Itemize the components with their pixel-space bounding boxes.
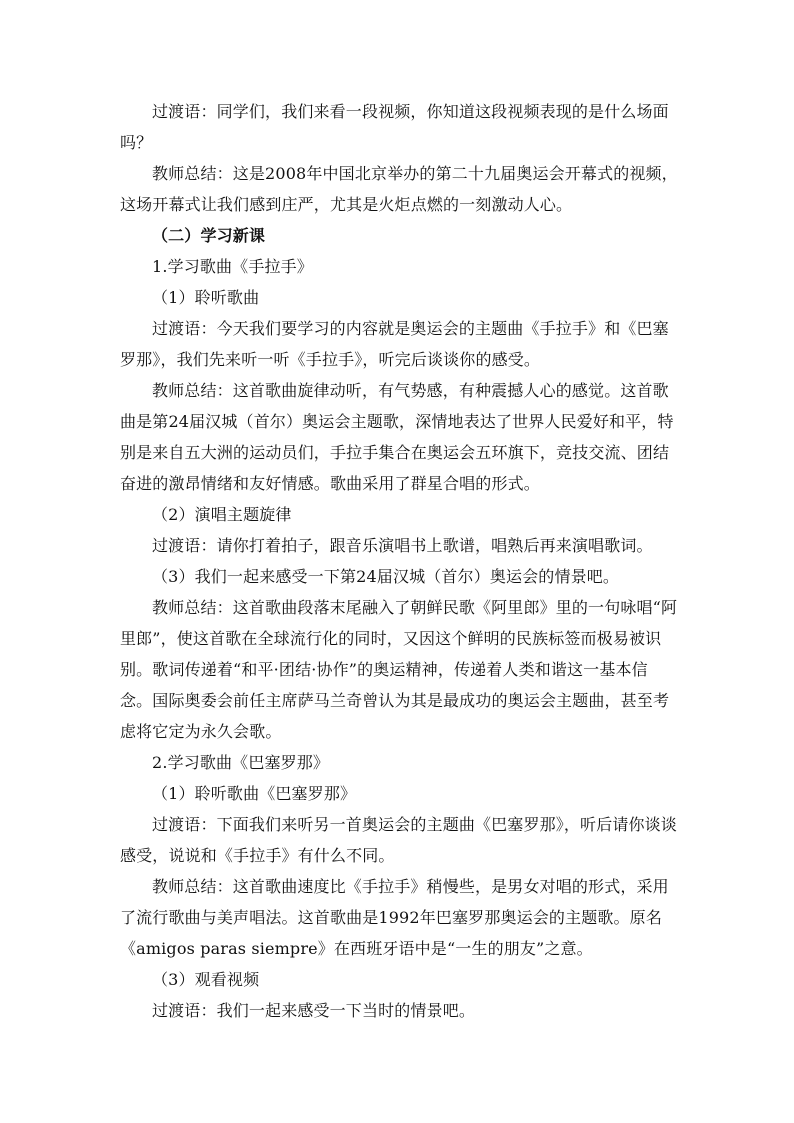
paragraph-summary-arirang: 教师总结：这首歌曲段落末尾融入了朝鲜民歌《阿里郎》里的一句咏唱“阿里郎”，使这首歌在全球流行化的同时，又因这个鲜明的民族标签而极易被识别。歌词传递着“和平·团结·协作”的奥运精神，传递着人类和谐这一基本信念。国际奥委会前任主席萨马兰奇曾认为其是最成功的奥运会主题曲，甚至考虑将它定为永久会歌。 xyxy=(120,598,678,741)
paragraph-summary-opening-ceremony: 教师总结：这是2008年中国北京举办的第二十九届奥运会开幕式的视频，这场开幕式让我们感到庄严，尤其是火炬点燃的一刻激动人心。 xyxy=(120,164,678,214)
step-watch-video: （3）观看视频 xyxy=(152,970,260,989)
paragraph-transition-theme-songs: 过渡语：今天我们要学习的内容就是奥运会的主题曲《手拉手》和《巴塞罗那》，我们先来听一听《手拉手》，听完后谈谈你的感受。 xyxy=(120,319,669,369)
paragraph-summary-barcelona: 教师总结：这首歌曲速度比《手拉手》稍慢些，是男女对唱的形式，采用了流行歌曲与美声唱法。这首歌曲是1992年巴塞罗那奥运会的主题歌。原名《amigos paras siempre》在西班牙语中是“一生的朋友”之意。 xyxy=(120,877,669,958)
section-heading-new-lesson: （二）学习新课 xyxy=(152,226,266,245)
subheading-learn-song-barcelona: 2.学习歌曲《巴塞罗那》 xyxy=(152,753,330,772)
document-body xyxy=(120,96,680,1026)
step-sing-theme-melody: （2）演唱主题旋律 xyxy=(152,505,292,524)
paragraph-transition-beat: 过渡语：请你打着拍子，跟音乐演唱书上歌谱，唱熟后再来演唱歌词。 xyxy=(152,536,653,555)
step-listen-barcelona: （1）聆听歌曲《巴塞罗那》 xyxy=(152,784,357,803)
subheading-learn-song-hand-in-hand: 1.学习歌曲《手拉手》 xyxy=(152,257,313,276)
paragraph-transition-barcelona: 过渡语：下面我们来听另一首奥运会的主题曲《巴塞罗那》，听后请你谈谈感受，说说和《手拉手》有什么不同。 xyxy=(120,815,677,865)
step-feel-seoul-olympics: （3）我们一起来感受一下第24届汉城（首尔）奥运会的情景吧。 xyxy=(152,567,620,586)
step-listen-song: （1）聆听歌曲 xyxy=(152,288,260,307)
paragraph-transition-video: 过渡语：同学们，我们来看一段视频，你知道这段视频表现的是什么场面吗？ xyxy=(120,102,669,152)
paragraph-transition-feel-scene: 过渡语：我们一起来感受一下当时的情景吧。 xyxy=(152,1001,476,1020)
paragraph-summary-hand-in-hand: 教师总结：这首歌曲旋律动听，有气势感，有种震撼人心的感觉。这首歌曲是第24届汉城（首尔）奥运会主题歌，深情地表达了世界人民爱好和平，特别是来自五大洲的运动员们，手拉手集合在奥运会五环旗下，竞技交流、团结奋进的激昂情绪和友好情感。歌曲采用了群星合唱的形式。 xyxy=(120,381,674,493)
